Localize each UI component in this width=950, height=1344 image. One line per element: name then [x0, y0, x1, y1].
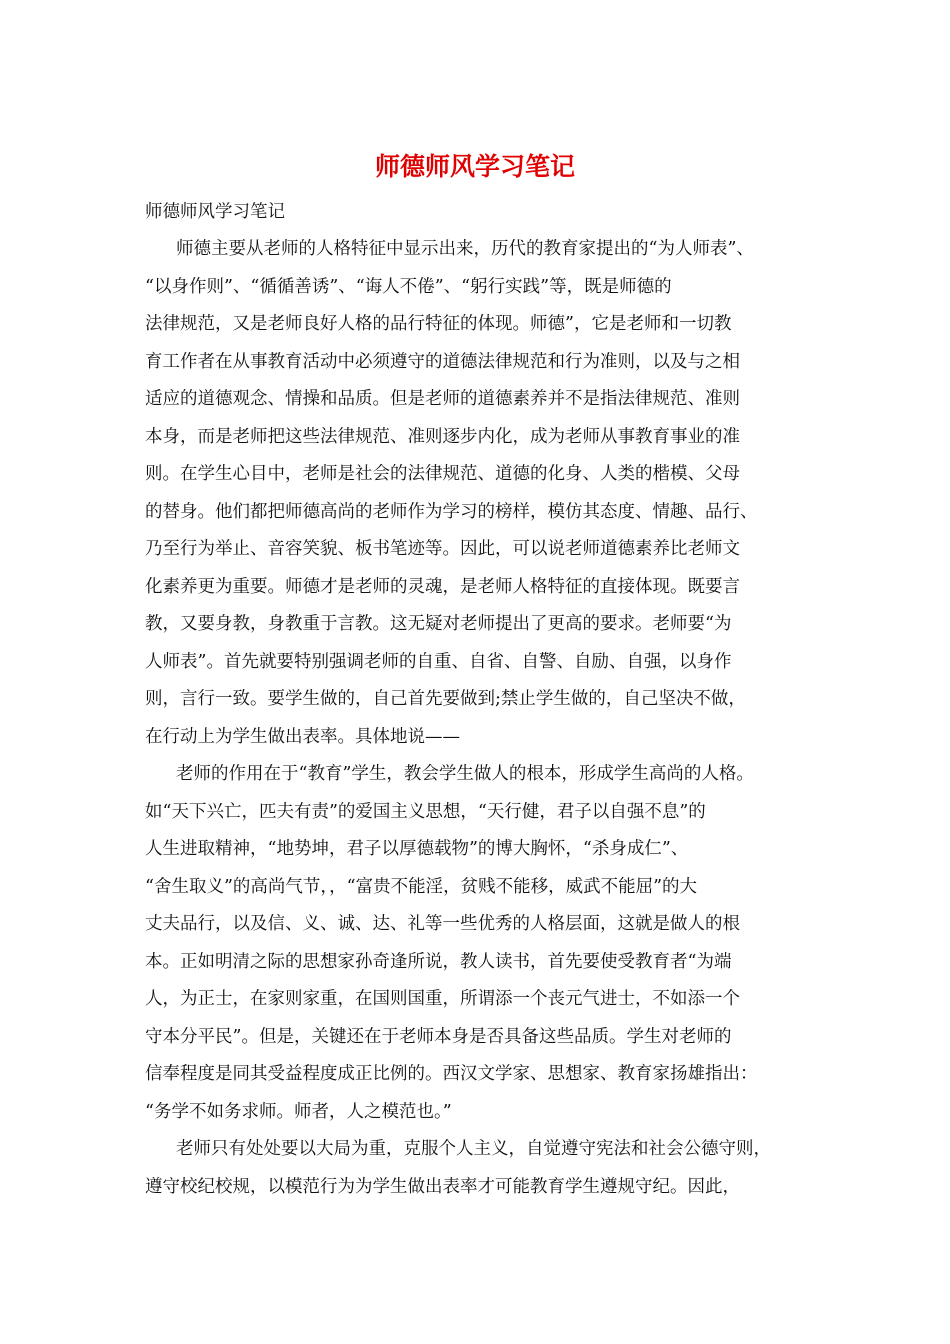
text-line: 化素养更为重要。师德才是老师的灵魂，是老师人格特征的直接体现。既要言	[145, 576, 740, 597]
text-line: 法律规范，又是老师良好人格的品行特征的体现。师德”，它是老师和一切教	[145, 314, 732, 334]
text-line: 则，言行一致。要学生做的，自己首先要做到;禁止学生做的，自己坚决不做，	[145, 689, 746, 709]
paragraph-2	[145, 756, 825, 1131]
text-line: “以身作则”、“循循善诱”、“诲人不倦”、“躬行实践”等，既是师德的	[145, 276, 672, 297]
text-line: 的替身。他们都把师德高尚的老师作为学习的榜样，模仿其态度、情趣、品行、	[145, 501, 758, 522]
text-line: “舍生取义”的高尚气节，，“富贵不能淫，贫贱不能移，威武不能屈”的大	[145, 876, 698, 897]
document-subtitle: 师德师风学习笔记	[145, 202, 285, 222]
text-line: 乃至行为举止、音容笑貌、板书笔迹等。因此，可以说老师道德素养比老师文	[145, 539, 740, 559]
text-line: 守本分平民”。但是，关键还在于老师本身是否具备这些品质。学生对老师的	[145, 1026, 732, 1047]
text-line: 在行动上为学生做出表率。具体地说——	[145, 726, 460, 747]
text-line: 人，为正士，在家则家重，在国则国重，所谓添一个丧元气进士，不如添一个	[145, 989, 740, 1009]
text-line: 师德主要从老师的人格特征中显示出来，历代的教育家提出的“为人师表”、	[176, 239, 754, 259]
text-line: “务学不如务求师。师者，人之模范也。”	[145, 1101, 452, 1122]
text-line: 教，又要身教，身教重于言教。这无疑对老师提出了更高的要求。老师要“为	[145, 614, 732, 634]
text-line: 育工作者在从事教育活动中必须遵守的道德法律规范和行为准则，以及与之相	[145, 351, 740, 372]
text-line: 本。正如明清之际的思想家孙奇逢所说，教人读书，首先要使受教育者“为端	[145, 951, 732, 972]
paragraph-3	[145, 1131, 825, 1206]
text-line: 如“天下兴亡，匹夫有责”的爱国主义思想，“天行健，君子以自强不息”的	[145, 801, 706, 822]
document-body	[145, 231, 825, 1206]
text-line: 人师表”。首先就要特别强调老师的自重、自省、自警、自励、自强，以身作	[145, 651, 732, 672]
text-line: 适应的道德观念、情操和品质。但是老师的道德素养并不是指法律规范、准则	[145, 389, 740, 409]
text-line: 则。在学生心目中，老师是社会的法律规范、道德的化身、人类的楷模、父母	[145, 464, 740, 484]
page-title: 师德师风学习笔记	[374, 152, 575, 181]
text-line: 人生进取精神，“地势坤，君子以厚德载物”的博大胸怀，“杀身成仁”、	[145, 839, 689, 859]
text-line: 老师只有处处要以大局为重，克服个人主义，自觉遵守宪法和社会公德守则，	[176, 1139, 771, 1159]
text-line: 丈夫品行，以及信、义、诚、达、礼等一些优秀的人格层面，这就是做人的根	[145, 914, 740, 934]
text-line: 信奉程度是同其受益程度成正比例的。西汉文学家、思想家、教育家扬雄指出：	[145, 1064, 758, 1084]
text-line: 遵守校纪校规，以模范行为为学生做出表率才可能教育学生遵规守纪。因此，	[145, 1176, 740, 1197]
text-line: 老师的作用在于“教育”学生，教会学生做人的根本，形成学生高尚的人格。	[176, 764, 754, 784]
paragraph-1	[145, 231, 825, 756]
text-line: 本身，而是老师把这些法律规范、准则逐步内化，成为老师从事教育事业的准	[145, 426, 740, 447]
